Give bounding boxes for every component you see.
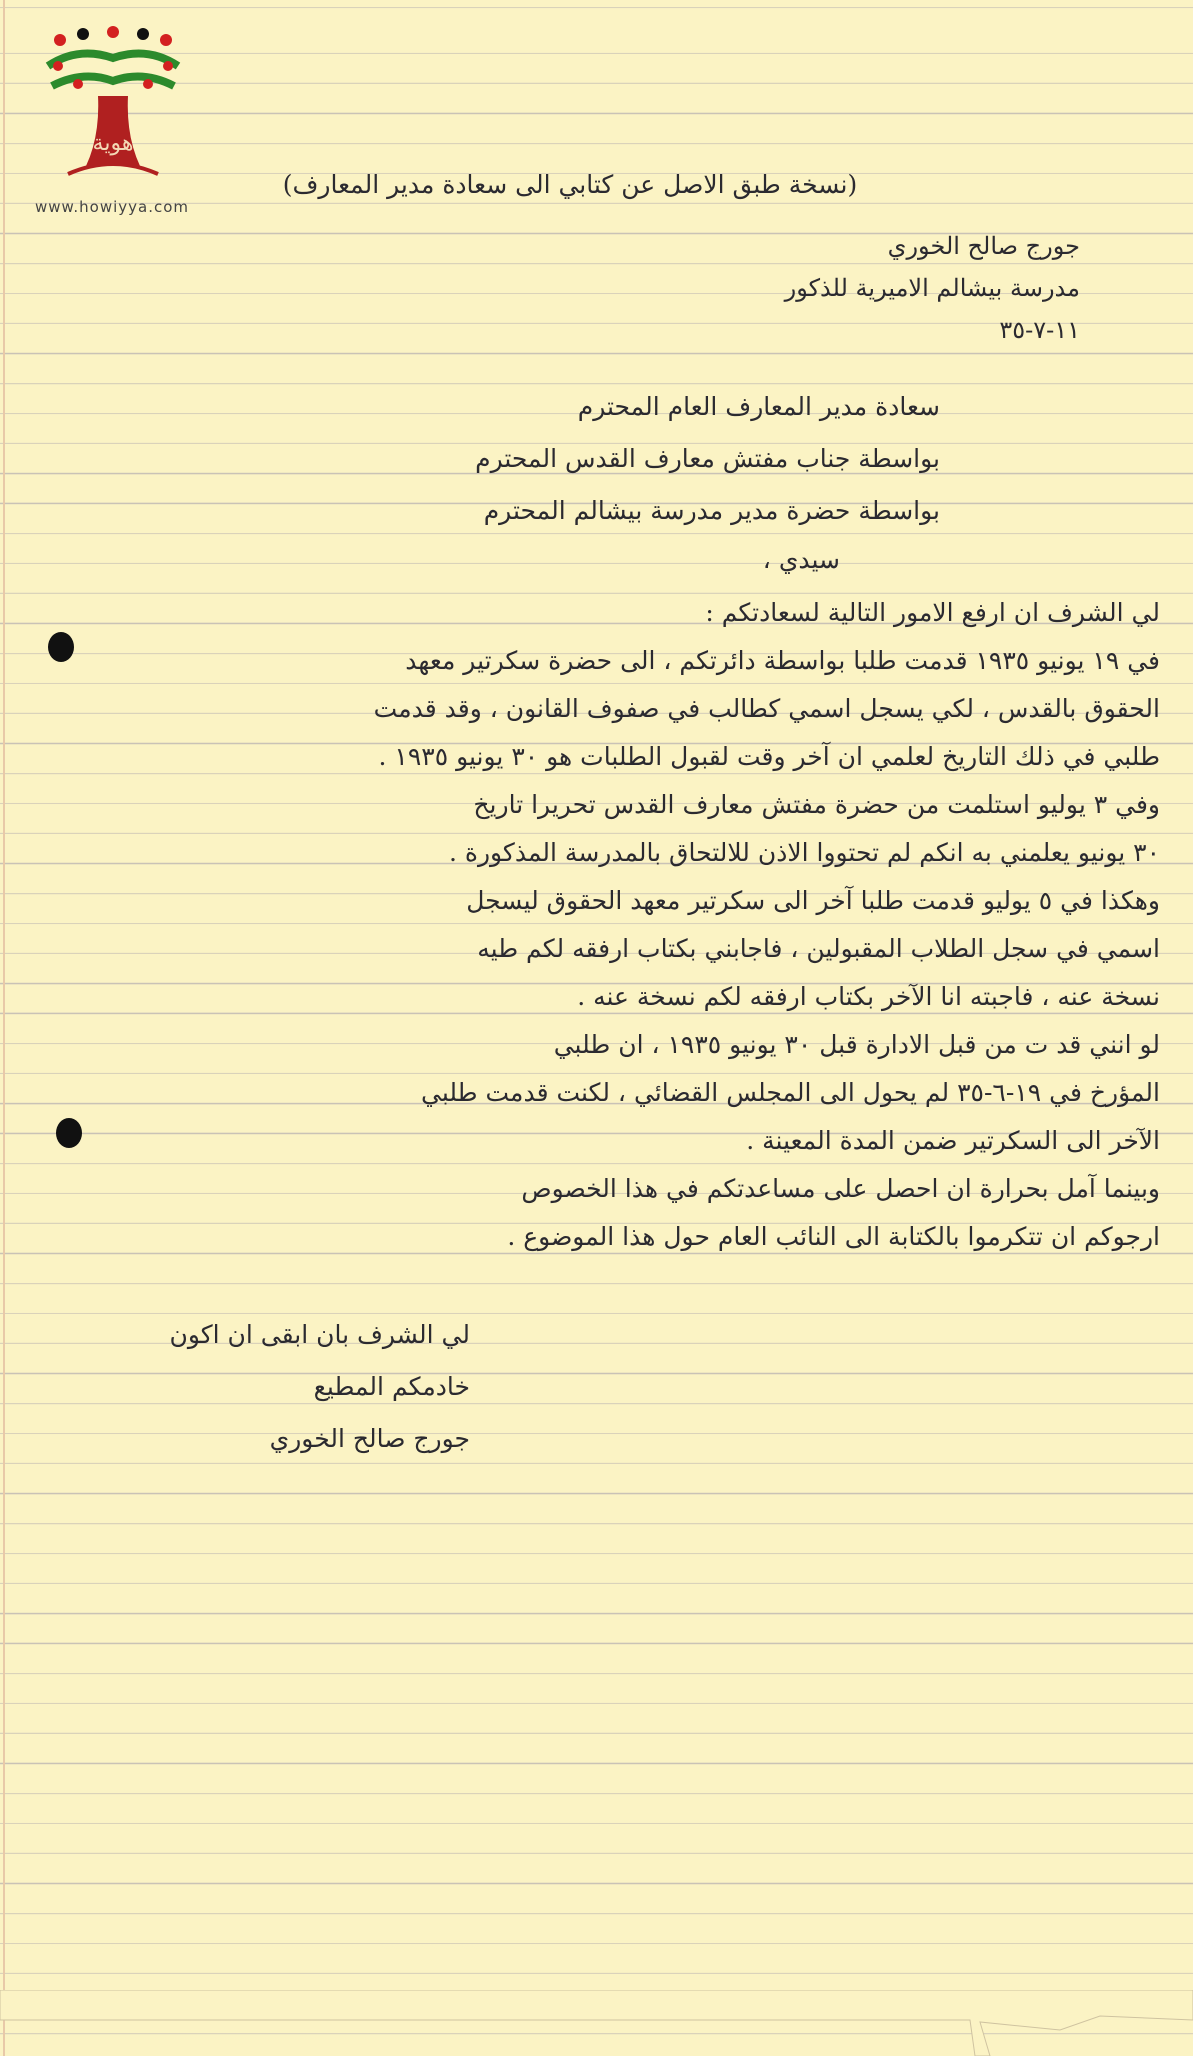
addressee-line: سعادة مدير المعارف العام المحترم — [577, 392, 940, 421]
closing-block — [70, 1320, 470, 1476]
body-line: ٣٠ يونيو يعلمني به انكم لم تحتووا الاذن للالتحاق بالمدرسة المذكورة . — [448, 838, 1160, 867]
body-line: نسخة عنه ، فاجبته انا الآخر بكتاب ارفقه لكم نسخة عنه . — [577, 982, 1160, 1011]
letter-date: ١١-٧-٣٥ — [999, 316, 1080, 344]
body-line: اسمي في سجل الطلاب المقبولين ، فاجابني بكتاب ارفقه لكم طيه — [477, 934, 1160, 963]
sender-school: مدرسة بيشالم الاميرية للذكور — [784, 274, 1080, 302]
sender-name: جورج صالح الخوري — [887, 232, 1080, 260]
body-line: طلبي في ذلك التاريخ لعلمي ان آخر وقت لقبول الطلبات هو ٣٠ يونيو ١٩٣٥ . — [378, 742, 1160, 771]
salutation: سيدي ، — [762, 545, 840, 574]
body-line: وهكذا في ٥ يوليو قدمت طلبا آخر الى سكرتير معهد الحقوق ليسجل — [466, 886, 1160, 915]
body-line: ارجوكم ان تتكرموا بالكتابة الى النائب العام حول هذا الموضوع . — [507, 1222, 1160, 1251]
punch-hole-mark — [48, 632, 74, 662]
body-line: وفي ٣ يوليو استلمت من حضرة مفتش معارف القدس تحريرا تاريخ — [473, 790, 1160, 819]
closing-line: لي الشرف بان ابقى ان اكون — [169, 1320, 470, 1349]
addressee-line: بواسطة حضرة مدير مدرسة بيشالم المحترم — [483, 496, 940, 525]
copy-note: (نسخة طبق الاصل عن كتابي الى سعادة مدير المعارف) — [282, 170, 858, 199]
body-line: في ١٩ يونيو ١٩٣٥ قدمت طلبا بواسطة دائرتكم ، الى حضرة سكرتير معهد — [405, 646, 1160, 675]
body-line: الحقوق بالقدس ، لكي يسجل اسمي كطالب في صفوف القانون ، وقد قدمت — [373, 694, 1160, 723]
body-line: وبينما آمل بحرارة ان احصل على مساعدتكم في هذا الخصوص — [521, 1174, 1160, 1203]
addressee-block — [380, 392, 940, 548]
tree-logo-icon — [38, 26, 188, 186]
signature: جورج صالح الخوري — [269, 1424, 470, 1453]
torn-bottom-edge — [0, 1990, 1193, 2056]
howiyya-logo — [38, 26, 188, 186]
punch-hole-mark — [56, 1118, 82, 1148]
logo-url: www.howiyya.com — [34, 198, 190, 216]
letter-body — [40, 598, 1160, 1270]
sender-block — [700, 232, 1080, 358]
body-line: لو انني قد ت من قبل الادارة قبل ٣٠ يونيو ١٩٣٥ ، ان طلبي — [553, 1030, 1160, 1059]
addressee-line: بواسطة جناب مفتش معارف القدس المحترم — [475, 444, 940, 473]
closing-line: خادمكم المطيع — [313, 1372, 470, 1401]
body-line: لي الشرف ان ارفع الامور التالية لسعادتكم : — [705, 598, 1160, 627]
logo-wordmark: هوية — [92, 131, 134, 156]
body-line: الآخر الى السكرتير ضمن المدة المعينة . — [746, 1126, 1160, 1155]
body-line: المؤرخ في ١٩-٦-٣٥ لم يحول الى المجلس القضائي ، لكنت قدمت طلبي — [421, 1078, 1160, 1107]
